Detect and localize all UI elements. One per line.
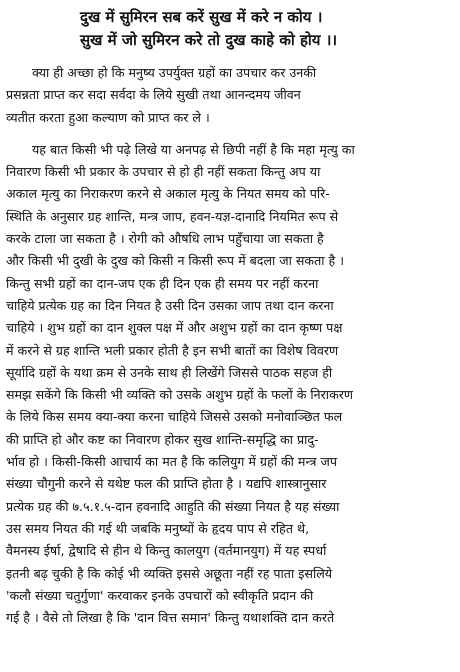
paragraph-2-line: सूर्यादि ग्रहों के यथा क्रम से उनके साथ ही लिखेंगे जिससे पाठक सहज ही [6, 364, 333, 380]
paragraph-2-line: अकाल मृत्यु का निराकरण करने से अकाल मृत्यु के नियत समय को परि- [6, 186, 330, 202]
paragraph-2-line: गई है । वैसे तो लिखा है कि 'दान वित्त समान' किन्तु यथाशक्ति दान करते [6, 610, 335, 626]
paragraph-2-line: के लिये किस समय क्या-क्या करना चाहिये जिससे उसको मनोवाञ्छित फल [6, 409, 343, 425]
paragraph-2-line: समझ सकेंगे कि किसी भी व्यक्ति को उसके अशुभ ग्रहों के फलों के निराकरण [6, 387, 353, 403]
paragraph-2-line: किन्तु सभी ग्रहों का दान-जप एक ही दिन एक ही समय पर नहीं करना [6, 275, 319, 291]
couplet-line-1: दुख में सुमिरन सब करें सुख में करे न कोय । [80, 8, 323, 26]
paragraph-2-line: र्भाव हो । किसी-किसी आचार्य का मत है कि कलियुग में ग्रहों की मन्त्र जप [6, 454, 338, 470]
couplet [6, 6, 454, 52]
couplet-line-2: सुख में जो सुमिरन करे तो दुख काहे को होय ।। [80, 31, 338, 49]
paragraph-2-line: इतनी बढ़ चुकी है कि कोई भी व्यक्ति इससे अछूता नहीं रह पाता इसलिये [6, 565, 333, 581]
paragraph-1-line: क्या ही अच्छा हो कि मनुष्य उपर्युक्त ग्रहों का उपचार कर उनकी [32, 65, 317, 80]
paragraph-2-line: और किसी भी दुखी के दुख को किसी न किसी रूप में बदला जा सकता है । [6, 253, 345, 269]
paragraph-2-line: उस समय नियत की गई थी जबकि मनुष्यों के हृदय पाप से रहित थे, [6, 520, 310, 536]
paragraph-2-line: प्रत्येक ग्रह की ७.५.१.५-दान हवनादि आहुति की संख्या नियत है यह संख्या [6, 498, 340, 514]
paragraph-2-line: चाहिये । शुभ ग्रहों का दान शुक्ल पक्ष में और अशुभ ग्रहों का दान कृष्ण पक्ष [6, 320, 343, 336]
paragraph-2-line: करके टाला जा सकता है । रोगी को औषधि लाभ पहुँचाया जा सकता है [6, 231, 324, 247]
paragraph-2-line: 'कलौ संख्या चतुर्गुणा' करवाकर इनके उपचारों को स्वीकृति प्रदान की [6, 587, 314, 603]
paragraph-2-line: में करने से ग्रह शान्ति भली प्रकार होती है इन सभी बातों का विशेष विवरण [6, 342, 339, 358]
paragraph-1-line: व्यतीत करता हुआ कल्याण को प्राप्त कर ले । [6, 109, 210, 125]
paragraph-2 [6, 139, 454, 630]
paragraph-2-line: चाहिये प्रत्येक ग्रह का दिन नियत है उसी दिन उसका जाप तथा दान करना [6, 297, 334, 313]
paragraph-2-line: यह बात किसी भी पढ़े लिखे या अनपढ़ से छिपी नहीं है कि महा मृत्यु का [32, 141, 355, 157]
paragraph-1 [6, 62, 454, 129]
paragraph-2-line: स्थिति के अनुसार ग्रह शान्ति, मन्त्र जाप, हवन-यज्ञ-दानादि नियमित रूप से [6, 208, 339, 224]
paragraph-2-line: निवारण किसी भी प्रकार के उपचार से हो ही नहीं सकता किन्तु अप या [6, 164, 321, 180]
paragraph-2-line: संख्या चौगुनी करने से यथेष्ट फल की प्राप्ति होता है । यद्यपि शास्त्रानुसार [6, 476, 327, 492]
paragraph-2-line: वैमनस्य ईर्षा, द्वेषादि से हीन थे किन्तु कालयुग (वर्तमानयुग) में यह स्पर्धा [6, 543, 327, 559]
paragraph-2-line: की प्राप्ति हो और कष्ट का निवारण होकर सुख शान्ति-समृद्धि का प्रादु- [6, 431, 319, 447]
paragraph-1-line: प्रसन्नता प्राप्त कर सदा सर्वदा के लिये सुखी तथा आनन्दमय जीवन [6, 87, 301, 103]
